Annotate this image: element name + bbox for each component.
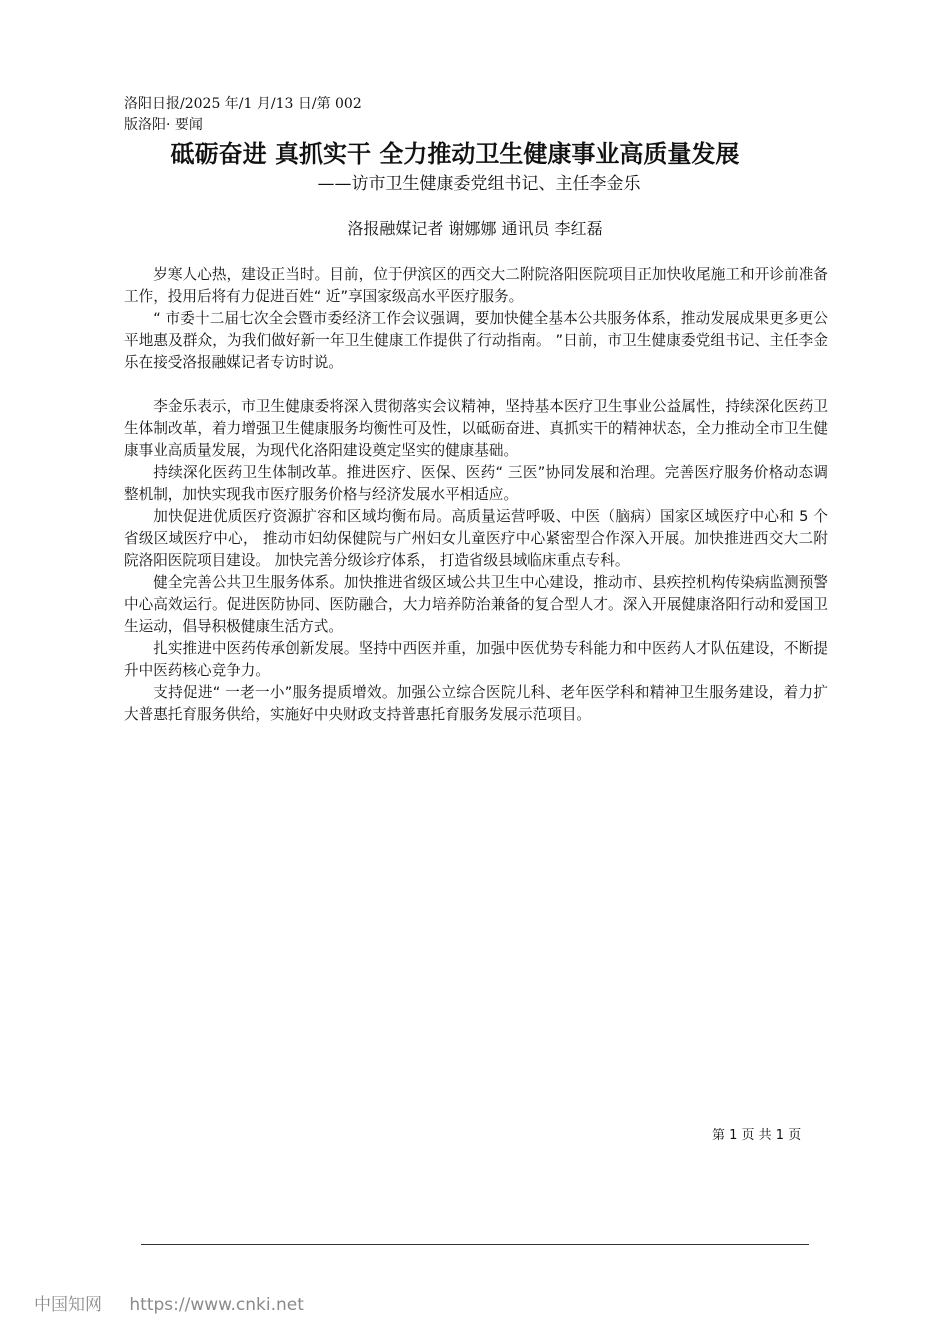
paragraph: 扎实推进中医药传承创新发展。坚持中西医并重，加强中医优势专科能力和中医药人才队伍建设，不断提升中医药核心竞争力。 <box>124 640 828 679</box>
source-line: 版洛阳· 要闻 <box>124 117 203 133</box>
article-title: 砥砺奋进 真抓实干 全力推动卫生健康事业高质量发展 <box>170 140 740 168</box>
paragraph: “ 市委十二届七次全会暨市委经济工作会议强调，要加快健全基本公共服务体系，推动发展成果更多更公平地惠及群众，为我们做好新一年卫生健康工作提供了行动指南。 ”日前，市卫生健康委党组书记、主任李金乐在接受洛报融媒记者专访时说。 <box>124 310 828 371</box>
cnki-logo-text: 中国知网 <box>34 1295 102 1315</box>
page-indicator: 第 1 页 共 1 页 <box>712 1128 802 1143</box>
paragraph: 加快促进优质医疗资源扩容和区域均衡布局。高质量运营呼吸、中医（脑病）国家区域医疗中心和 5 个省级区域医疗中心， 推动市妇幼保健院与广州妇女儿童医疗中心紧密型合作深入开展。加快推进西交大二附院洛阳医院项目建设。 加快完善分级诊疗体系， 打造省级县域临床重点专科。 <box>124 508 828 569</box>
paragraph: 持续深化医药卫生体制改革。推进医疗、医保、医药“ 三医”协同发展和治理。完善医疗服务价格动态调整机制，加快实现我市医疗服务价格与经济发展水平相适应。 <box>124 464 828 503</box>
source-line: 洛阳日报/2025 年/1 月/13 日/第 002 <box>124 96 362 112</box>
paragraph: 岁寒人心热，建设正当时。目前，位于伊滨区的西交大二附院洛阳医院项目正加快收尾施工和开诊前准备工作，投用后将有力促进百姓“ 近”享国家级高水平医疗服务。 <box>124 266 828 305</box>
paragraph: 健全完善公共卫生服务体系。加快推进省级区域公共卫生中心建设，推动市、县疾控机构传染病监测预警中心高效运行。促进医防协同、医防融合，大力培养防治兼备的复合型人才。深入开展健康洛阳行动和爱国卫生运动，倡导积极健康生活方式。 <box>124 574 828 635</box>
article-byline: 洛报融媒记者 谢娜娜 通讯员 李红磊 <box>347 219 603 238</box>
cnki-watermark <box>34 1294 304 1316</box>
article-subtitle: ——访市卫生健康委党组书记、主任李金乐 <box>317 174 641 194</box>
article-body <box>124 264 828 726</box>
cnki-url[interactable]: https://www.cnki.net <box>129 1295 304 1315</box>
footer-divider <box>141 1244 809 1245</box>
paragraph: 李金乐表示，市卫生健康委将深入贯彻落实会议精神，坚持基本医疗卫生事业公益属性，持续深化医药卫生体制改革，着力增强卫生健康服务均衡性可及性，以砥砺奋进、真抓实干的精神状态，全力推动全市卫生健康事业高质量发展，为现代化洛阳建设奠定坚实的健康基础。 <box>124 398 828 459</box>
source-info <box>124 94 362 136</box>
paragraph: 支持促进“ 一老一小”服务提质增效。加强公立综合医院儿科、老年医学科和精神卫生服务建设，着力扩大普惠托育服务供给，实施好中央财政支持普惠托育服务发展示范项目。 <box>124 684 828 723</box>
